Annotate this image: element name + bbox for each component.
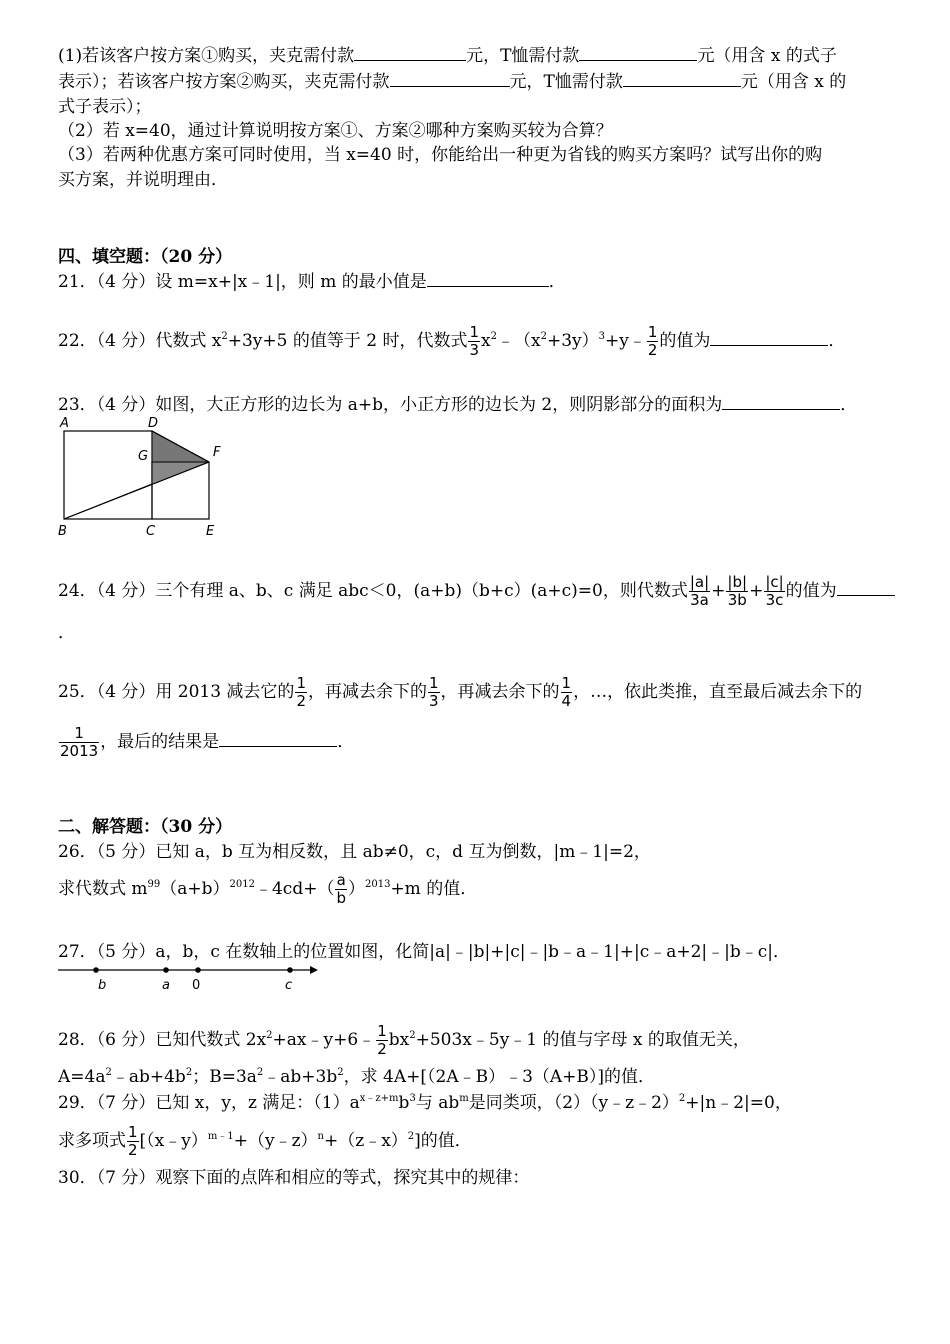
label-A: A — [60, 416, 69, 431]
fraction: $\frac{1}{3}$ — [469, 323, 480, 359]
q28-line1: 28．（6 分）已知代数式 $2x^2+ax﹣y+6﹣$ $\frac{1}{2}$ $bx^2+503x﹣5y﹣1$ 的值与字母 x 的取值无关， — [58, 1022, 750, 1058]
answer-blank[interactable] — [722, 393, 840, 410]
square-figure — [56, 414, 228, 538]
answer-blank[interactable] — [837, 579, 895, 596]
q24: 24．（4 分）三个有理 a、b、c 满足 abc＜0，(a+b)（b+c）(a+c)=0，则代数式 $\frac{|a|}{3a}$ + $\frac{|b|}{3b}$ + $\frac{|c|}{3c}$ 的值为 — [58, 574, 895, 609]
fraction: $\frac{|b|}{3b}$ — [727, 573, 748, 609]
q22: 22．（4 分）代数式 $x^2+3y+5$ 的值等于 2 时，代数式 $\frac{1}{3}$ $x^2﹣(x^2+3y)^3+y﹣$ $\frac{1}{2}$ 的值为 ． — [58, 323, 846, 359]
q24-end: ． — [58, 623, 75, 643]
q29-line2: 求多项式 $\frac{1}{2}$ [（x﹣y）$^{m﹣1}$+（y﹣z）$^n$+（z﹣x）$^2$]的值． — [58, 1123, 472, 1159]
point-b — [93, 967, 99, 973]
fraction: $\frac{1}{2}$ — [647, 323, 658, 359]
fraction: $\frac{1}{4}$ — [561, 674, 572, 710]
q20-part3-cont: 买方案，并说明理由． — [58, 170, 228, 190]
arrow-icon — [310, 966, 318, 974]
label-G: G — [138, 449, 149, 464]
fraction: $\frac{|a|}{3a}$ — [689, 573, 710, 609]
section-heading-fill-in: 四、填空题：（20 分） — [58, 247, 233, 267]
label-a: a — [162, 978, 170, 993]
label-D: D — [148, 416, 159, 431]
section-heading-solve: 二、解答题：（30 分） — [58, 817, 233, 837]
number-line — [56, 962, 326, 994]
point-zero — [195, 967, 201, 973]
label-b: b — [98, 978, 107, 993]
fraction: $\frac{1}{2}$ — [296, 674, 306, 710]
q26-line2: 求代数式 $m^{99}(a+b)^{2012}﹣4cd+$（ $\frac{a}{b}$ ）$^{2013}$+m 的值． — [58, 871, 478, 907]
answer-blank[interactable] — [219, 730, 337, 747]
q21: 21．（4 分）设 m=x+|x﹣1|，则 m 的最小值是 ． — [58, 272, 566, 292]
q26-line1: 26．（5 分）已知 a，b 互为相反数，且 ab≠0，c，d 互为倒数，|m﹣1|=2， — [58, 842, 651, 862]
point-a — [163, 967, 169, 973]
fraction: $\frac{1}{2}$ — [377, 1022, 387, 1058]
answer-blank[interactable] — [710, 329, 828, 346]
point-c — [287, 967, 293, 973]
fraction: $\frac{a}{b}$ — [336, 871, 346, 907]
q28-line2: $A=4a^2﹣ab+4b^2$；$B=3a^2﹣ab+3b^2$，求 4A+[（2A﹣B）﹣3（A+B）]的值． — [58, 1067, 656, 1087]
label-zero: 0 — [192, 978, 201, 993]
label-E: E — [206, 524, 215, 538]
q25-cont: $\frac{1}{2013}$ ，最后的结果是 ． — [60, 724, 355, 760]
q20-part2: （2）若 x=40，通过计算说明按方案①、方案②哪种方案购买较为合算？ — [58, 121, 613, 141]
fraction: $\frac{1}{3}$ — [428, 674, 439, 710]
q20-line1: (1)若该客户按方案①购买，夹克需付款 元，T恤需付款 元（用含 x 的式子 — [58, 46, 837, 66]
label-c: c — [285, 978, 293, 993]
q29-line1: 29．（7 分）已知 x，y，z 满足：$(1)a^{x﹣z+m}b^3$与 $ab^m$是同类项，（2）（y﹣z﹣2）$^2$+|n﹣2|=0， — [58, 1093, 792, 1113]
large-square — [64, 431, 152, 519]
answer-blank[interactable] — [427, 270, 549, 287]
answer-blank[interactable] — [354, 44, 466, 61]
fraction: $\frac{1}{2}$ — [128, 1123, 138, 1159]
q25: 25．（4 分）用 2013 减去它的 $\frac{1}{2}$ ，再减去余下的 $\frac{1}{3}$ ，再减去余下的 $\frac{1}{4}$ ，…，依此类推，直至最后减去余下的 — [58, 674, 863, 710]
label-F: F — [213, 445, 221, 460]
q27: 27．（5 分）a，b，c 在数轴上的位置如图，化简|a|﹣|b|+|c|﹣|b﹣a﹣1|+|c﹣a+2|﹣|b﹣c|． — [58, 942, 791, 962]
label-B: B — [58, 524, 67, 538]
q30: 30．（7 分）观察下面的点阵和相应的等式，探究其中的规律： — [58, 1168, 530, 1188]
q23: 23．（4 分）如图，大正方形的边长为 a+b，小正方形的边长为 2，则阴影部分的面积为 ． — [58, 395, 858, 415]
label-C: C — [146, 524, 156, 538]
q20-line3: 式子表示）； — [58, 97, 152, 117]
fraction: $\frac{|c|}{3c}$ — [765, 573, 784, 609]
answer-blank[interactable] — [579, 44, 697, 61]
answer-blank[interactable] — [390, 70, 510, 87]
q20-line2: 表示）；若该客户按方案②购买，夹克需付款 元，T恤需付款 元（用含 x 的 — [58, 72, 847, 92]
q20-part3: （3）若两种优惠方案可同时使用，当 x=40 时，你能给出一种更为省钱的购买方案吗？试写出你的购 — [58, 145, 823, 165]
answer-blank[interactable] — [623, 70, 741, 87]
fraction: $\frac{1}{2013}$ — [60, 724, 99, 760]
